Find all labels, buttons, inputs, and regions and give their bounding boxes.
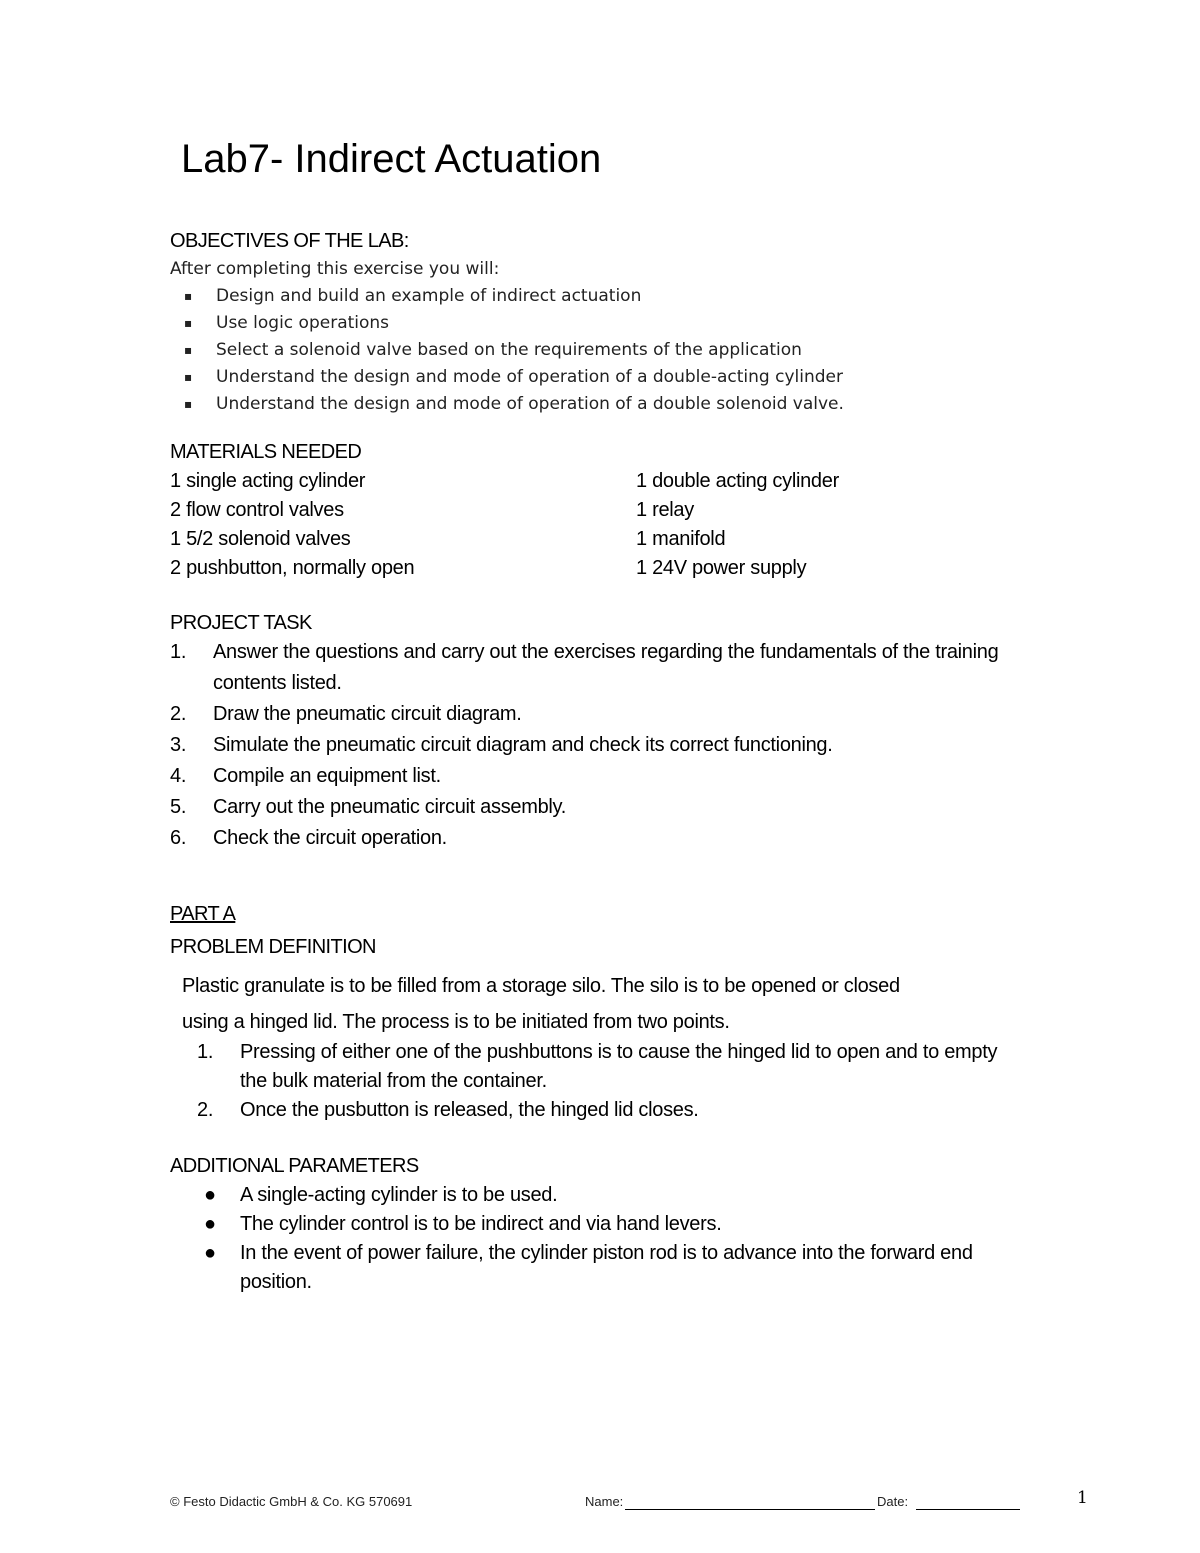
part-a-heading: PART A — [170, 903, 236, 925]
list-item: ● In the event of power failure, the cylinder piston rod is to advance into the forward end position. — [170, 1239, 990, 1297]
list-item: 1 24V power supply — [636, 557, 807, 579]
date-field-line[interactable] — [916, 1494, 1020, 1510]
problem-text-line1: Plastic granulate is to be filled from a storage silo. The silo is to be opened or closed — [182, 975, 900, 997]
project-task-list — [170, 637, 1030, 854]
list-item: 2 pushbutton, normally open — [170, 557, 415, 579]
list-item: 2. Once the pusbutton is released, the hinged lid closes. — [197, 1099, 699, 1121]
footer-date-label: Date: — [877, 1494, 909, 1509]
bullet-icon: ▪ — [184, 316, 193, 330]
list-item: 6. Check the circuit operation. — [170, 827, 447, 849]
list-item: 1 manifold — [636, 528, 726, 550]
list-item: 1 single acting cylinder — [170, 470, 366, 492]
bullet-icon: ● — [204, 1242, 216, 1264]
list-item: ● The cylinder control is to be indirect and via hand levers. — [170, 1210, 990, 1239]
project-task-heading: PROJECT TASK — [170, 612, 312, 634]
bullet-icon: ▪ — [184, 343, 193, 357]
bullet-icon: ▪ — [184, 397, 193, 411]
bullet-icon: ● — [204, 1184, 216, 1206]
list-item: ▪ Understand the design and mode of operation of a double solenoid valve. — [170, 391, 844, 418]
list-item: ● A single-acting cylinder is to be used. — [170, 1181, 990, 1210]
list-item: ▪ Select a solenoid valve based on the requirements of the application — [170, 337, 844, 364]
bullet-icon: ▪ — [184, 289, 193, 303]
footer-name-label: Name: — [585, 1494, 624, 1509]
additional-parameters-list — [170, 1181, 990, 1297]
materials-heading: MATERIALS NEEDED — [170, 441, 362, 463]
list-item: 3. Simulate the pneumatic circuit diagram and check its correct functioning. — [170, 734, 833, 756]
list-item: 1 double acting cylinder — [636, 470, 839, 492]
name-field-line[interactable] — [625, 1494, 875, 1510]
list-item: 1. Pressing of either one of the pushbuttons is to cause the hinged lid to open and to empty the bulk material from the container. — [197, 1041, 998, 1092]
objectives-list — [170, 283, 844, 418]
list-item: 2 flow control valves — [170, 499, 344, 521]
materials-left-column — [170, 467, 414, 583]
list-item: 5. Carry out the pneumatic circuit assembly. — [170, 796, 567, 818]
list-item: 1 relay — [636, 499, 694, 521]
footer-copyright: © Festo Didactic GmbH & Co. KG 570691 — [170, 1494, 413, 1509]
bullet-icon: ● — [204, 1213, 216, 1235]
additional-parameters-heading: ADDITIONAL PARAMETERS — [170, 1155, 419, 1177]
materials-right-column — [636, 467, 839, 583]
list-item: 1 5/2 solenoid valves — [170, 528, 351, 550]
list-item: 2. Draw the pneumatic circuit diagram. — [170, 703, 522, 725]
objectives-intro: After completing this exercise you will: — [170, 259, 500, 279]
list-item: 4. Compile an equipment list. — [170, 765, 441, 787]
page-title: Lab7- Indirect Actuation — [181, 137, 602, 181]
list-item: ▪ Use logic operations — [170, 310, 844, 337]
page-number: 1 — [1077, 1488, 1088, 1508]
problem-text-line2: using a hinged lid. The process is to be initiated from two points. — [182, 1011, 730, 1033]
problem-steps-list — [197, 1038, 1017, 1125]
problem-definition-heading: PROBLEM DEFINITION — [170, 936, 376, 958]
list-item: ▪ Design and build an example of indirect actuation — [170, 283, 844, 310]
list-item: ▪ Understand the design and mode of operation of a double-acting cylinder — [170, 364, 844, 391]
objectives-heading: OBJECTIVES OF THE LAB: — [170, 230, 409, 252]
list-item: 1. Answer the questions and carry out the exercises regarding the fundamentals of the training contents listed. — [170, 641, 999, 694]
bullet-icon: ▪ — [184, 370, 193, 384]
